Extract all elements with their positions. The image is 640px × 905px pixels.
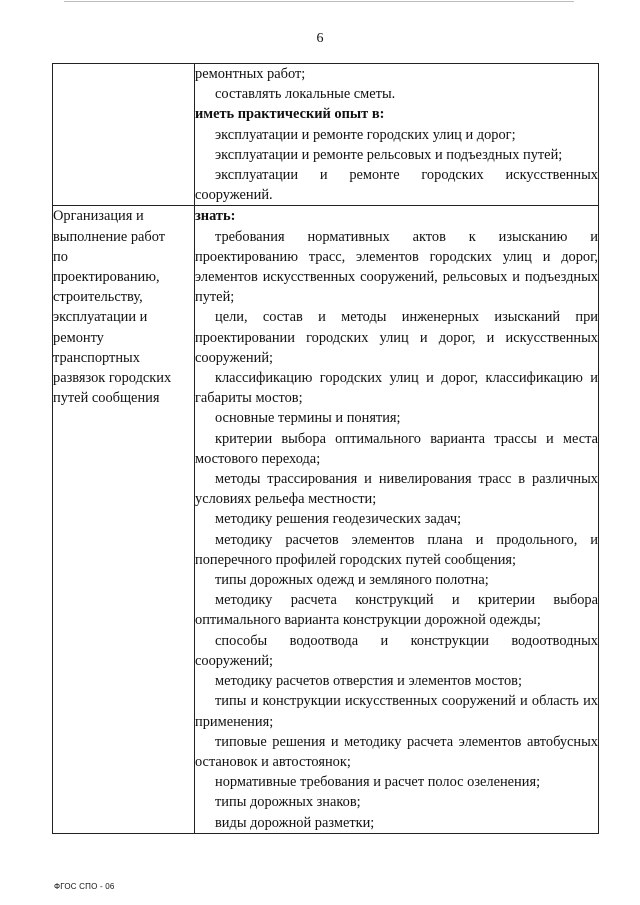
text-line: эксплуатации и ремонте городских улиц и дорог; [215,126,516,143]
competency-table [52,63,599,834]
list-item: типы дорожных одежд и земляного полотна; [215,572,489,589]
left-line: эксплуатации и [53,309,148,326]
list-item: методы трассирования и нивелирования трасс в различных условиях рельефа местности; [195,471,598,508]
left-line: строительству, [53,289,143,306]
top-edge-line [64,1,574,2]
list-item: типовые решения и методику расчета элементов автобусных остановок и автостоянок; [195,733,598,770]
left-line: выполнение работ [53,228,166,245]
text-line: эксплуатации и ремонте городских искусственных сооружений. [195,167,598,204]
left-line: по [53,248,68,265]
left-line: транспортных [53,349,140,366]
list-item: цели, состав и методы инженерных изысканий при проектировании городских улиц и дорог, и искусственных сооружений; [195,309,598,366]
list-item: классификацию городских улиц и дорог, классификацию и габариты мостов; [195,370,598,407]
list-item: типы и конструкции искусственных сооружений и область их применения; [195,693,598,730]
text-line: ремонтных работ; [195,66,306,82]
text-line: составлять локальные сметы. [215,86,396,103]
document-footer: ФГОС СПО - 06 [54,882,115,891]
row2-left-cell [53,206,195,833]
list-item: методику расчета конструкций и критерии выбора оптимального варианта конструкции дорожной одежды; [195,592,598,629]
left-line: развязок городских [53,370,172,387]
page-number: 6 [316,31,324,46]
list-item: требования нормативных актов к изысканию и проектированию трасс, элементов городских улиц и дорог, элементов искусственных сооружений, рельсовых и подъездных путей; [195,228,598,306]
list-item: типы дорожных знаков; [215,794,361,811]
row2-right-cell [195,206,599,833]
list-item: критерии выбора оптимального варианта трассы и места мостового перехода; [195,430,598,467]
list-item: методику расчетов элементов плана и продольного, и поперечного профилей городских путей сообщения; [195,531,598,568]
row1-right-cell [195,64,599,206]
left-line: Организация и [53,208,144,225]
section-heading: знать: [195,208,236,225]
left-line: проектированию, [53,269,160,286]
left-line: путей сообщения [53,390,160,407]
list-item: виды дорожной разметки; [215,814,375,831]
list-item: основные термины и понятия; [215,410,401,427]
section-heading: иметь практический опыт в: [195,106,385,123]
list-item: способы водоотвода и конструкции водоотводных сооружений; [195,632,598,669]
table-row [53,64,599,206]
list-item: методику решения геодезических задач; [215,511,462,528]
text-line: эксплуатации и ремонте рельсовых и подъездных путей; [215,146,563,163]
table-row [53,206,599,833]
left-line: ремонту [53,329,104,346]
row1-left-cell [53,64,195,206]
list-item: нормативные требования и расчет полос озеленения; [215,774,541,791]
list-item: методику расчетов отверстия и элементов мостов; [215,673,522,690]
